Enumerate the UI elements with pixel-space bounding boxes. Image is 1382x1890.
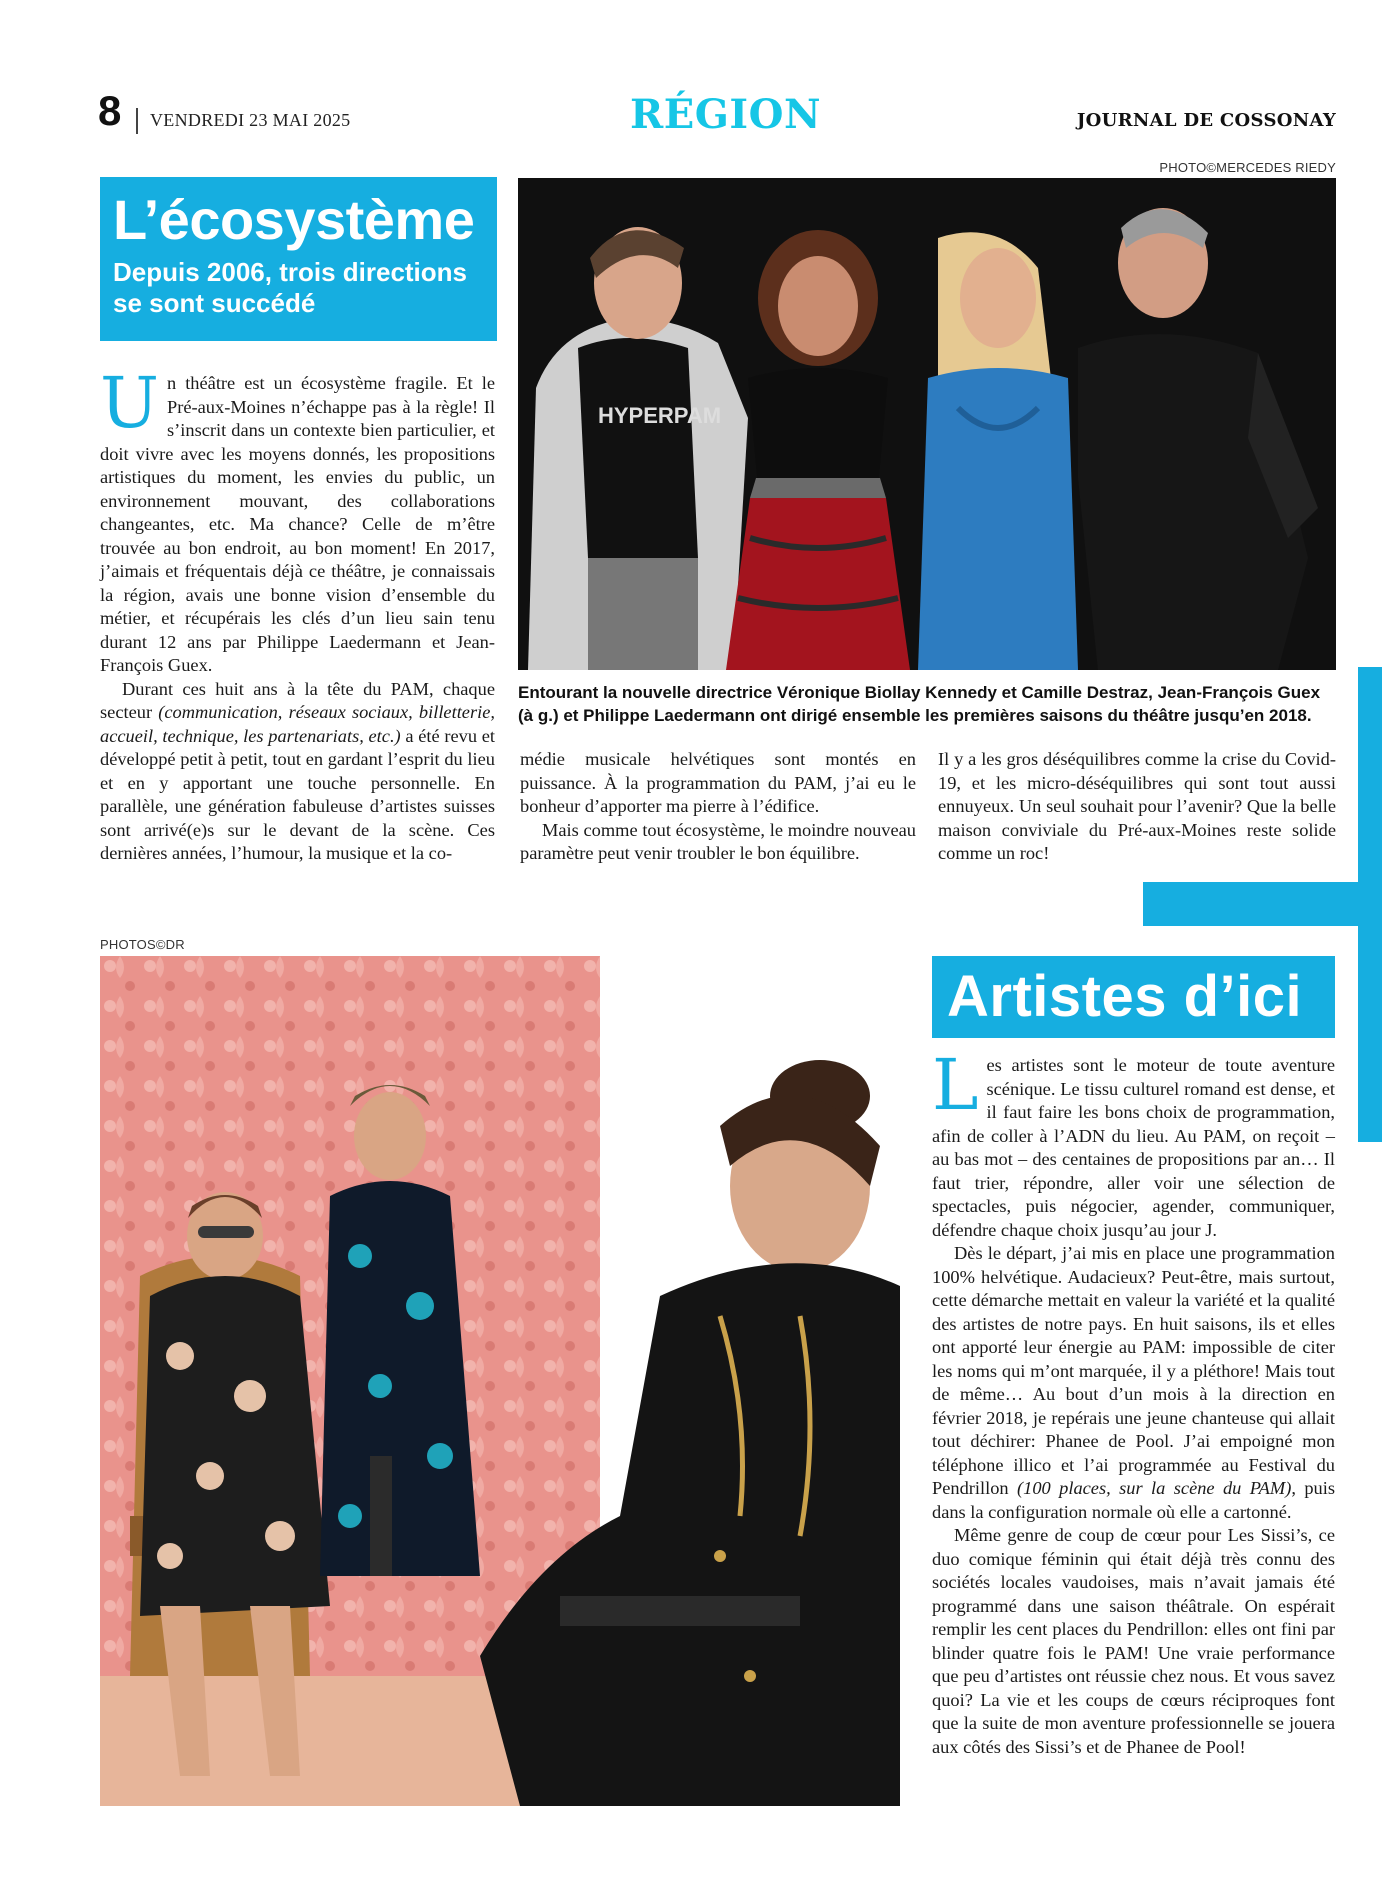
svg-text:HYPERPAM: HYPERPAM xyxy=(598,403,722,428)
article-title: Artistes d’ici xyxy=(947,964,1303,1029)
paragraph-text: a été revu et développé petit à petit, tout en gardant l’esprit du lieu et en y apportant une touche personnelle. En parallèle, une génération fabuleuse d’artistes suisses sont arrivé(e)s sur le devant de la scène. Ces dernières années, l’humour, la musique et la co- xyxy=(100,725,495,863)
article-column-2 xyxy=(520,748,916,866)
article-title-box xyxy=(932,956,1335,1038)
issue-date: VENDREDI 23 MAI 2025 xyxy=(150,110,351,130)
group-photo xyxy=(518,178,1336,670)
paragraph-text: Dès le départ, j’ai mis en place une programmation 100% helvétique. Audacieux? Peut-être, mais surtout, cette démarche mettait en valeur la variété et la qualité des artistes de notre pays. En huit saisons, ils et elles ont apporté leur énergie au PAM: impossible de citer les noms qui m’ont marquée, il y a pléthore! Mais tout de même… Au bout d’un mois à la direction en février 2018, je repérais une jeune chanteuse qui allait tout déchirer: Phanee de Pool. J’ai empoigné mon téléphone illico et l’ai programmée au Festival du Pendrillon xyxy=(932,1243,1335,1498)
article-column-1 xyxy=(100,362,496,866)
artists-photo-illustration xyxy=(100,956,900,1806)
photo-caption: Entourant la nouvelle directrice Véronique Biollay Kennedy et Camille Destraz, Jean-François Guex (à g.) et Philippe Laedermann ont dirigé ensemble les premières saisons du théâtre jusqu’en 2018. xyxy=(518,683,1321,725)
section-title: RÉGION xyxy=(630,91,822,138)
article-paragraph: Un théâtre est un écosystème fragile. Et le Pré-aux-Moines n’échappe pas à la règle! Il s’inscrit dans un contexte bien particulier, et doit vivre avec les moyens donnés, les propositions artistiques du moment, les envies du public, un environnement mouvant, des collaborations changeantes, etc. Ma chance? Celle de m’être trouvée au bon endroit, au bon moment! En 2017, j’aimais et fréquentais déjà ce théâtre, je connaissais la région, avais une bonne vision d’ensemble du métier, et récupérais les clés d’un lieu sain tenu durant 12 ans par Philippe Laedermann et Jean-François Guex. xyxy=(100,362,495,675)
header-divider xyxy=(136,108,138,134)
article-paragraph: médie musicale helvétiques sont montés en puissance. À la programmation du PAM, j’ai eu le bonheur d’apporter ma pierre à l’édifice. xyxy=(520,749,916,816)
publication-name: JOURNAL DE COSSONAY xyxy=(1076,110,1336,131)
article-paragraph: Il y a les gros déséquilibres comme la crise du Covid-19, et les micro-déséquilibres qui sont tout aussi ennuyeux. Un seul souhait pour l’avenir? Que la belle maison conviviale du Pré-aux-Moines reste solide comme un roc! xyxy=(938,749,1336,863)
decorative-bar-horizontal xyxy=(1143,882,1382,926)
article-title: L’écosystème xyxy=(113,188,475,251)
paragraph-text: , puis dans la configuration normale où elle a cartonné. xyxy=(932,1478,1335,1522)
article-column-3 xyxy=(938,748,1336,866)
photo-credit: PHOTO©MERCEDES RIEDY xyxy=(1159,160,1336,175)
page-number: 8 xyxy=(98,87,122,134)
article-paragraph: Les artistes sont le moteur de toute aventure scénique. Le tissu culturel romand est dense, et il faut faire les bons choix de programmation, afin de coller à l’ADN du lieu. Au PAM, on reçoit – au bas mot – des centaines de propositions par an… Il faut trier, répondre, aller voir une sélection de spectacles, puis négocier, agender, communiquer, défendre chaque choix jusqu’au jour J. xyxy=(932,1044,1335,1240)
article-paragraph: Mais comme tout écosystème, le moindre nouveau paramètre peut venir troubler le bon équilibre. xyxy=(520,819,916,863)
paragraph-italic: (communication, réseaux sociaux, billetterie, accueil, technique, les partenariats, etc.) xyxy=(100,702,496,746)
article-paragraph xyxy=(100,678,495,866)
paragraph-text: Durant ces huit ans à la tête du PAM, chaque secteur xyxy=(100,678,495,722)
group-photo-illustration xyxy=(518,178,1336,670)
article-paragraph: Même genre de coup de cœur pour Les Sissi’s, ce duo comique féminin qui était déjà très connu des sociétés locales vaudoises, mais n’avait jamais été programmé dans une saison théâtrale. On espérait remplir les cent places du Pendrillon: elles ont fini par blinder quatre fois le PAM! Une vraie performance que peu d’artistes ont réussie chez nous. Et vous savez quoi? La vie et les coups de cœurs réciproques font que la suite de mon aventure professionnelle se jouera aux côtés des Sissi’s et de Phanee de Pool! xyxy=(932,1525,1335,1757)
artists-photo xyxy=(100,956,900,1806)
article-subtitle: Depuis 2006, trois directions se sont succédé xyxy=(113,257,468,318)
article-column-4 xyxy=(932,1044,1335,1759)
article-paragraph xyxy=(932,1242,1335,1524)
article-title-box xyxy=(100,177,497,341)
paragraph-italic: (100 places, sur la scène du PAM) xyxy=(1017,1478,1292,1498)
photo-credit: PHOTOS©DR xyxy=(100,937,185,952)
